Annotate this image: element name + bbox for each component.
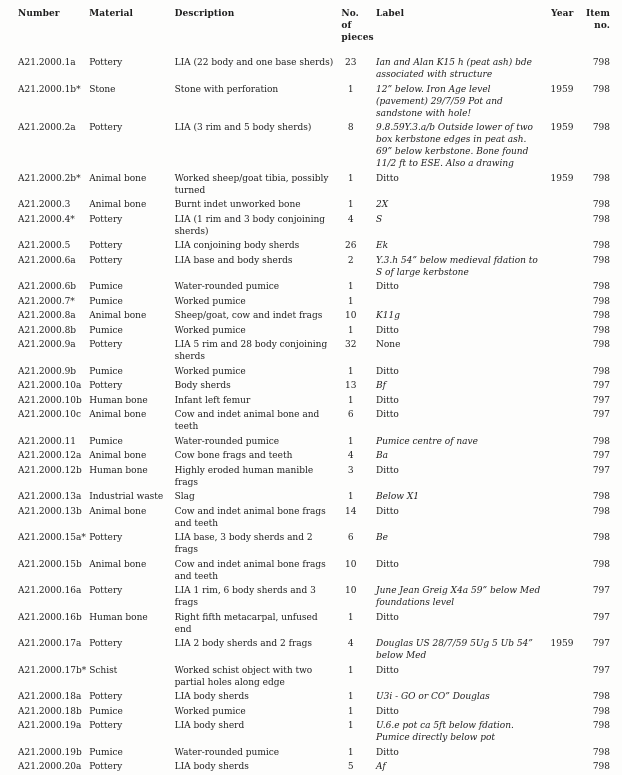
cell-label: Ba	[376, 451, 388, 461]
cell-item-no: 798	[592, 436, 610, 447]
cell-year	[547, 705, 580, 720]
cell-material: Human bone	[89, 395, 148, 406]
cell-item-no: 797	[592, 465, 610, 476]
cell-label: Ditto	[376, 395, 399, 406]
table-row	[18, 611, 610, 638]
cell-label: Be	[376, 533, 388, 543]
cell-item-no: 797	[592, 381, 610, 391]
cell-description: LIA conjoining body sherds	[174, 241, 300, 251]
table-row	[18, 379, 610, 394]
cell-number: A21.2000.10b	[18, 395, 82, 406]
cell-description: LIA (3 rim and 5 body sherds)	[174, 123, 312, 133]
cell-year	[547, 295, 580, 310]
cell-number: A21.2000.11	[18, 436, 77, 447]
cell-number: A21.2000.12b	[18, 465, 82, 476]
cell-year	[547, 558, 580, 585]
cell-description: Cow bone frags and teeth	[174, 451, 293, 461]
cell-year	[547, 746, 580, 761]
cell-label	[376, 295, 547, 310]
cell-material: Animal bone	[89, 451, 147, 461]
cell-material: Pumice	[89, 325, 123, 336]
table-row	[18, 505, 610, 532]
table-row	[18, 760, 610, 775]
table-row	[18, 213, 610, 240]
cell-year	[547, 198, 580, 213]
col-header-description: Description	[174, 9, 235, 19]
cell-material: Pottery	[89, 762, 123, 772]
cell-number: A21.2000.18a	[18, 692, 82, 702]
cell-label: Ditto	[376, 665, 399, 676]
cell-material: Pumice	[89, 747, 123, 758]
cell-pieces: 6	[347, 533, 354, 543]
cell-item-no: 797	[592, 395, 610, 406]
table-row	[18, 338, 610, 365]
cell-description: Cow and indet animal bone and teeth	[174, 410, 320, 432]
cell-description: Stone with perforation	[174, 84, 279, 95]
table-header	[18, 7, 610, 56]
cell-number: A21.2000.16b	[18, 612, 82, 623]
cell-material: Pottery	[89, 241, 123, 251]
cell-year	[547, 56, 580, 83]
cell-year: 1959	[550, 84, 574, 95]
finds-catalogue-table	[18, 7, 610, 775]
cell-pieces: 5	[347, 762, 354, 772]
cell-number: A21.2000.17a	[18, 639, 82, 649]
table-row	[18, 280, 610, 295]
cell-pieces: 1	[347, 665, 354, 676]
cell-pieces: 2	[347, 255, 354, 266]
cell-pieces: 10	[344, 586, 357, 596]
cell-number: A21.2000.10c	[18, 410, 82, 420]
header-row	[18, 7, 610, 56]
cell-number: A21.2000.4*	[18, 214, 75, 225]
cell-material: Animal bone	[89, 311, 147, 321]
cell-material: Animal bone	[89, 559, 147, 570]
cell-description: LIA (1 rim and 3 body conjoining sherds)	[174, 214, 326, 237]
cell-description: LIA body sherd	[174, 721, 245, 731]
cell-item-no: 798	[592, 762, 610, 772]
cell-item-no: 798	[592, 747, 610, 758]
cell-pieces: 10	[344, 559, 357, 570]
cell-item-no: 798	[592, 706, 610, 717]
cell-item-no: 798	[592, 296, 610, 307]
cell-pieces: 32	[344, 340, 357, 350]
cell-label: 9.8.59Y.3.a/b Outside lower of two box kerbstone edges in peat ash. 69” below kerbstone. Bone found 11/2 ft to ESE. Also a drawing	[376, 123, 533, 169]
cell-pieces: 1	[347, 721, 354, 731]
cell-item-no: 798	[592, 241, 610, 251]
cell-item-no: 797	[592, 451, 610, 461]
cell-pieces: 1	[347, 747, 354, 758]
cell-item-no: 798	[592, 173, 610, 184]
cell-pieces: 8	[347, 123, 354, 133]
cell-label: Ditto	[376, 410, 399, 420]
cell-pieces: 1	[347, 492, 354, 502]
cell-label: Ditto	[376, 465, 399, 476]
table-row	[18, 295, 610, 310]
cell-item-no: 798	[592, 214, 610, 225]
cell-number: A21.2000.8b	[18, 325, 77, 336]
table-row	[18, 56, 610, 83]
cell-material: Pottery	[89, 721, 123, 731]
cell-pieces: 26	[344, 241, 357, 251]
cell-number: A21.2000.13b	[18, 506, 82, 517]
cell-number: A21.2000.6a	[18, 255, 76, 266]
cell-item-no: 798	[592, 282, 610, 292]
cell-item-no: 798	[592, 123, 610, 133]
cell-item-no: 798	[592, 559, 610, 570]
cell-year	[547, 490, 580, 505]
table-row	[18, 690, 610, 705]
cell-number: A21.2000.1a	[18, 58, 76, 68]
cell-year	[547, 505, 580, 532]
cell-number: A21.2000.9b	[18, 366, 77, 377]
cell-year: 1959	[550, 639, 574, 649]
cell-description: LIA 2 body sherds and 2 frags	[174, 639, 313, 649]
cell-description: Water-rounded pumice	[174, 747, 280, 758]
cell-label: Y.3.h 54” below medieval fdation to S of large kerbstone	[376, 255, 538, 278]
cell-label: Below X1	[376, 492, 419, 502]
cell-item-no: 798	[592, 692, 610, 702]
cell-material: Pottery	[89, 340, 123, 350]
col-header-material: Material	[89, 9, 134, 19]
cell-year	[547, 760, 580, 775]
table-row	[18, 746, 610, 761]
cell-pieces: 13	[344, 381, 357, 391]
table-row	[18, 239, 610, 254]
cell-pieces: 1	[347, 706, 354, 717]
cell-description: Burnt indet unworked bone	[174, 200, 301, 210]
cell-number: A21.2000.19b	[18, 747, 82, 758]
table-row	[18, 121, 610, 172]
cell-number: A21.2000.19a	[18, 721, 82, 731]
cell-number: A21.2000.8a	[18, 311, 76, 321]
table-row	[18, 408, 610, 435]
table-row	[18, 531, 610, 558]
cell-item-no: 798	[592, 506, 610, 517]
cell-number: A21.2000.12a	[18, 451, 82, 461]
cell-label: Ditto	[376, 366, 399, 377]
cell-pieces: 23	[344, 58, 357, 68]
cell-item-no: 798	[592, 58, 610, 68]
cell-year	[547, 690, 580, 705]
cell-pieces: 4	[347, 451, 354, 461]
cell-year	[547, 449, 580, 464]
cell-number: A21.2000.7*	[18, 296, 75, 307]
cell-description: LIA (22 body and one base sherds)	[174, 58, 334, 68]
table-row	[18, 365, 610, 380]
cell-item-no: 797	[592, 586, 610, 596]
cell-description: Highly eroded human manible frags	[174, 465, 314, 488]
cell-year	[547, 239, 580, 254]
cell-description: Body sherds	[174, 381, 231, 391]
cell-description: Worked pumice	[174, 325, 246, 336]
table-row	[18, 584, 610, 611]
cell-label: Ditto	[376, 747, 399, 758]
cell-description: Worked pumice	[174, 706, 246, 717]
cell-number: A21.2000.18b	[18, 706, 82, 717]
cell-pieces: 1	[347, 84, 354, 95]
col-header-pieces: No. of pieces	[341, 9, 374, 43]
cell-item-no: 798	[592, 84, 610, 95]
cell-year	[547, 464, 580, 491]
table-row	[18, 558, 610, 585]
cell-item-no: 798	[592, 721, 610, 731]
cell-item-no: 797	[592, 612, 610, 623]
cell-material: Pottery	[89, 214, 123, 225]
cell-material: Industrial waste	[89, 492, 164, 502]
cell-year	[547, 719, 580, 746]
cell-label: Ek	[376, 241, 389, 251]
cell-year	[547, 435, 580, 450]
cell-description: LIA base and body sherds	[174, 255, 293, 266]
cell-number: A21.2000.5	[18, 241, 71, 251]
cell-number: A21.2000.15a*	[18, 533, 86, 543]
cell-item-no: 798	[592, 533, 610, 543]
cell-pieces: 4	[347, 639, 354, 649]
cell-pieces: 1	[347, 173, 354, 184]
cell-description: Right fifth metacarpal, unfused end	[174, 612, 318, 635]
cell-pieces: 6	[347, 410, 354, 420]
cell-description: LIA body sherds	[174, 762, 249, 772]
cell-year	[547, 213, 580, 240]
cell-label: Ditto	[376, 612, 399, 623]
cell-pieces: 1	[347, 296, 354, 307]
cell-year	[547, 408, 580, 435]
cell-number: A21.2000.6b	[18, 282, 77, 292]
cell-item-no: 798	[592, 255, 610, 266]
cell-year	[547, 611, 580, 638]
table-row	[18, 449, 610, 464]
cell-number: A21.2000.2a	[18, 123, 76, 133]
cell-material: Pumice	[89, 282, 123, 292]
cell-pieces: 1	[347, 282, 354, 292]
cell-number: A21.2000.3	[18, 200, 71, 210]
cell-year	[547, 254, 580, 281]
cell-year	[547, 338, 580, 365]
cell-material: Animal bone	[89, 410, 147, 420]
cell-material: Pumice	[89, 366, 123, 377]
table-row	[18, 172, 610, 199]
cell-description: LIA base, 3 body sherds and 2 frags	[174, 533, 313, 555]
cell-number: A21.2000.1b*	[18, 84, 81, 95]
table-row	[18, 83, 610, 122]
cell-item-no: 797	[592, 639, 610, 649]
cell-label: Ian and Alan K15 h (peat ash) bde associated with structure	[376, 58, 532, 80]
cell-pieces: 1	[347, 200, 354, 210]
cell-description: Water-rounded pumice	[174, 436, 280, 447]
cell-year	[547, 531, 580, 558]
cell-pieces: 1	[347, 692, 354, 702]
cell-description: Worked pumice	[174, 366, 246, 377]
cell-pieces: 4	[347, 214, 354, 225]
table-row	[18, 464, 610, 491]
table-body	[18, 56, 610, 775]
cell-description: LIA body sherds	[174, 692, 249, 702]
cell-label: Ditto	[376, 506, 399, 517]
table-row	[18, 394, 610, 409]
cell-label: Af	[376, 762, 386, 772]
cell-year	[547, 379, 580, 394]
cell-year	[547, 365, 580, 380]
cell-label: Ditto	[376, 173, 399, 184]
cell-number: A21.2000.9a	[18, 340, 76, 350]
cell-year	[547, 394, 580, 409]
cell-material: Pumice	[89, 296, 123, 307]
cell-year: 1959	[550, 173, 574, 184]
cell-year: 1959	[550, 123, 574, 133]
table-row	[18, 637, 610, 664]
cell-description: Worked schist object with two partial holes along edge	[174, 665, 313, 688]
cell-year	[547, 309, 580, 324]
cell-label: None	[376, 340, 401, 350]
col-header-number: Number	[18, 9, 60, 19]
cell-label: Ditto	[376, 282, 399, 292]
cell-material: Schist	[89, 665, 118, 676]
cell-material: Pottery	[89, 692, 123, 702]
cell-label: Ditto	[376, 325, 399, 336]
cell-number: A21.2000.16a	[18, 586, 82, 596]
cell-material: Human bone	[89, 465, 148, 476]
cell-pieces: 3	[347, 465, 354, 476]
cell-item-no: 798	[592, 311, 610, 321]
table-row	[18, 719, 610, 746]
cell-description: Sheep/goat, cow and indet frags	[174, 311, 323, 321]
cell-label: S	[376, 214, 383, 225]
cell-description: Water-rounded pumice	[174, 282, 280, 292]
table-row	[18, 254, 610, 281]
col-header-label: Label	[376, 9, 405, 19]
cell-label: 12” below. Iron Age level (pavement) 29/7/59 Pot and sandstone with hole!	[376, 84, 503, 119]
cell-material: Pottery	[89, 639, 123, 649]
cell-label: Ditto	[376, 706, 399, 717]
cell-year	[547, 280, 580, 295]
col-header-year: Year	[551, 9, 574, 19]
cell-item-no: 797	[592, 410, 610, 420]
table-row	[18, 435, 610, 450]
cell-number: A21.2000.15b	[18, 559, 82, 570]
cell-label: June Jean Greig X4a 59” below Med foundations level	[376, 586, 541, 608]
cell-pieces: 14	[344, 506, 357, 517]
cell-description: Infant left femur	[174, 395, 251, 406]
cell-label: U.6.e pot ca 5ft below fdation. Pumice directly below pot	[376, 721, 514, 743]
cell-material: Pottery	[89, 533, 123, 543]
cell-label: U3i - GO or CO” Douglas	[376, 692, 490, 702]
cell-item-no: 798	[592, 492, 610, 502]
cell-item-no: 797	[592, 665, 610, 676]
cell-description: LIA 5 rim and 28 body conjoining sherds	[174, 340, 328, 362]
cell-material: Animal bone	[89, 200, 147, 210]
cell-number: A21.2000.17b*	[18, 665, 87, 676]
cell-label: Ditto	[376, 559, 399, 570]
cell-label: Bf	[376, 381, 386, 391]
cell-material: Pottery	[89, 586, 123, 596]
cell-number: A21.2000.2b*	[18, 173, 81, 184]
cell-year	[547, 324, 580, 339]
cell-pieces: 1	[347, 436, 354, 447]
table-row	[18, 664, 610, 691]
cell-item-no: 798	[592, 200, 610, 210]
cell-description: Worked pumice	[174, 296, 246, 307]
cell-year	[547, 664, 580, 691]
cell-number: A21.2000.20a	[18, 762, 82, 772]
cell-material: Animal bone	[89, 506, 147, 517]
cell-number: A21.2000.13a	[18, 492, 82, 502]
cell-year	[547, 584, 580, 611]
cell-pieces: 1	[347, 366, 354, 377]
table-row	[18, 490, 610, 505]
cell-description: Cow and indet animal bone frags and teeth	[174, 506, 326, 529]
cell-item-no: 798	[592, 325, 610, 336]
cell-pieces: 1	[347, 325, 354, 336]
cell-material: Pottery	[89, 255, 123, 266]
cell-label: Pumice centre of nave	[376, 436, 478, 447]
cell-material: Pottery	[89, 381, 123, 391]
cell-label: 2X	[376, 200, 389, 210]
cell-material: Pottery	[89, 123, 123, 133]
cell-pieces: 1	[347, 395, 354, 406]
cell-material: Stone	[89, 84, 116, 95]
cell-pieces: 1	[347, 612, 354, 623]
cell-pieces: 10	[344, 311, 357, 321]
cell-material: Animal bone	[89, 173, 147, 184]
table-row	[18, 324, 610, 339]
cell-item-no: 798	[592, 366, 610, 377]
table-row	[18, 198, 610, 213]
cell-label: Douglas US 28/7/59 5Ug 5 Ub 54” below Med	[376, 639, 533, 661]
cell-material: Pumice	[89, 706, 123, 717]
cell-item-no: 798	[592, 340, 610, 350]
cell-material: Pottery	[89, 58, 123, 68]
table-row	[18, 705, 610, 720]
cell-description: LIA 1 rim, 6 body sherds and 3 frags	[174, 586, 316, 608]
cell-material: Human bone	[89, 612, 148, 623]
col-header-item-no: Item no.	[585, 9, 610, 31]
cell-description: Cow and indet animal bone frags and teeth	[174, 559, 326, 582]
cell-label: K11g	[376, 311, 400, 321]
cell-description: Worked sheep/goat tibia, possibly turned	[174, 173, 329, 196]
cell-material: Pumice	[89, 436, 123, 447]
table-row	[18, 309, 610, 324]
cell-number: A21.2000.10a	[18, 381, 82, 391]
cell-description: Slag	[174, 492, 195, 502]
